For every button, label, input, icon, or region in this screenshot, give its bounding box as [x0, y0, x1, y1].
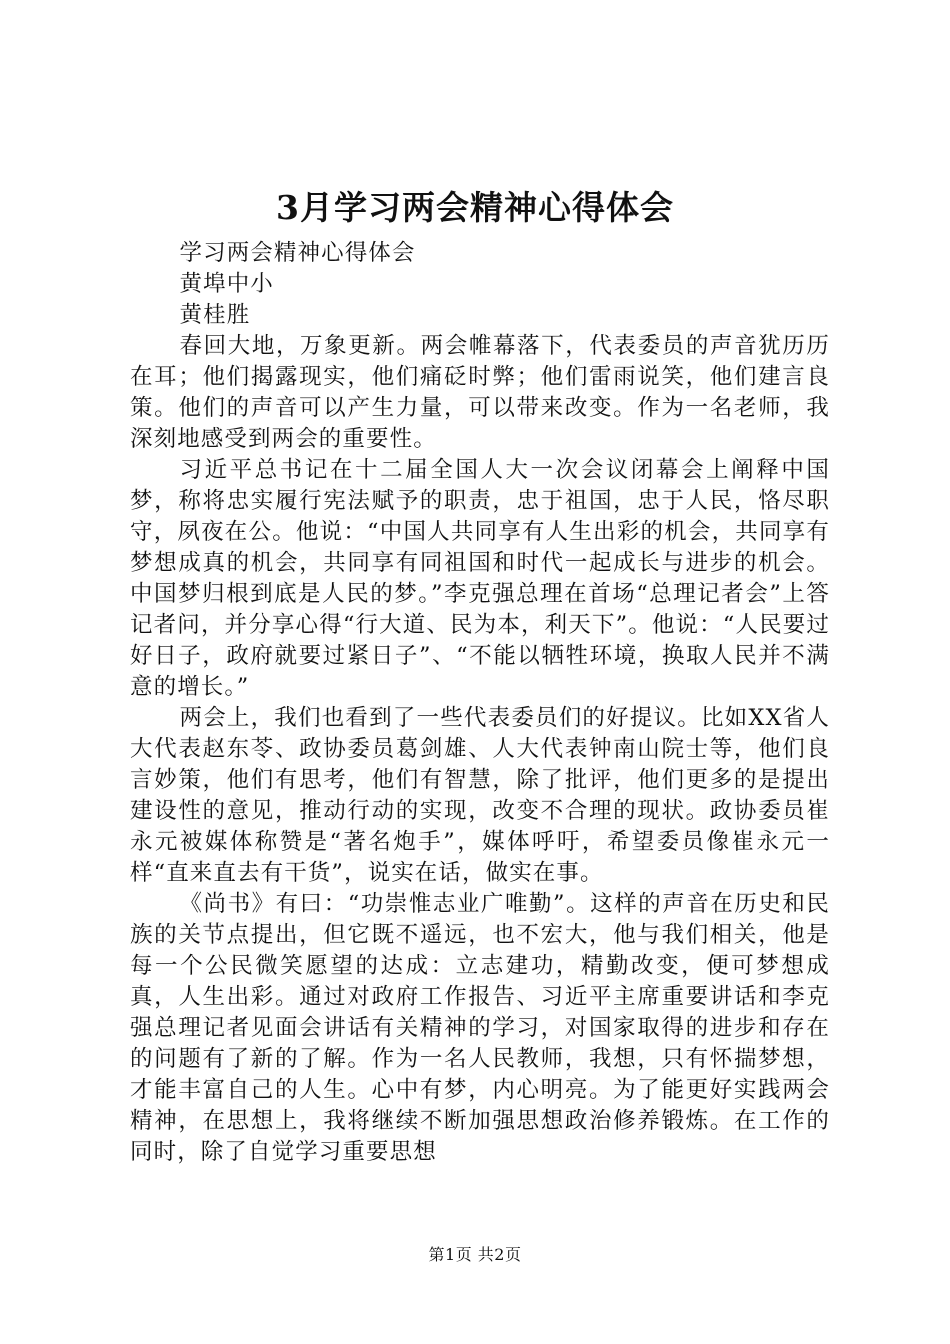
header-line-author: 黄桂胜: [179, 302, 251, 328]
paragraph: 两会上，我们也看到了一些代表委员们的好提议。比如XX省人大代表赵东苓、政协委员葛剑雄、人大代表钟南山院士等，他们良言妙策，他们有思考，他们有智慧，除了批评，他们更多的是提出建设性的意见，推动行动的实现，改变不合理的现状。政协委员崔永元被媒体称赞是“著名炮手”，媒体呼吁，希望委员像崔永元一样“直来直去有干货”，说实在话，做实在事。: [130, 705, 830, 886]
document-title: 3月学习两会精神心得体会: [276, 188, 674, 227]
paragraph: 《尚书》有曰：“功崇惟志业广唯勤”。这样的声音在历史和民族的关节点提出，但它既不遥远，也不宏大，他与我们相关，他是每一个公民微笑愿望的达成：立志建功，精勤改变，便可梦想成真，人生出彩。通过对政府工作报告、习近平主席重要讲话和李克强总理记者见面会讲话有关精神的学习，对国家取得的进步和存在的问题有了新的了解。作为一名人民教师，我想，只有怀揣梦想，才能丰富自己的人生。心中有梦，内心明亮。为了能更好实践两会精神，在思想上，我将继续不断加强思想政治修养锻炼。在工作的同时，除了自觉学习重要思想: [130, 891, 830, 1165]
header-line-school: 黄埠中小: [179, 271, 274, 297]
paragraph: 习近平总书记在十二届全国人大一次会议闭幕会上阐释中国梦，称将忠实履行宪法赋予的职责，忠于祖国，忠于人民，恪尽职守，夙夜在公。他说：“中国人共同享有人生出彩的机会，共同享有梦想成真的机会，共同享有同祖国和时代一起成长与进步的机会。中国梦归根到底是人民的梦。”李克强总理在首场“总理记者会”上答记者问，并分享心得“行大道、民为本，利天下”。他说：“人民要过好日子，政府就要过紧日子”、“不能以牺牲环境，换取人民并不满意的增长。”: [130, 457, 830, 700]
paragraph: 春回大地，万象更新。两会帷幕落下，代表委员的声音犹历历在耳；他们揭露现实，他们痛砭时弊；他们雷雨说笑，他们建言良策。他们的声音可以产生力量，可以带来改变。作为一名老师，我深刻地感受到两会的重要性。: [130, 333, 830, 452]
page-footer: 第1页 共2页: [428, 1245, 522, 1264]
header-line-heading: 学习两会精神心得体会: [179, 240, 416, 266]
document-body: [130, 238, 830, 1168]
